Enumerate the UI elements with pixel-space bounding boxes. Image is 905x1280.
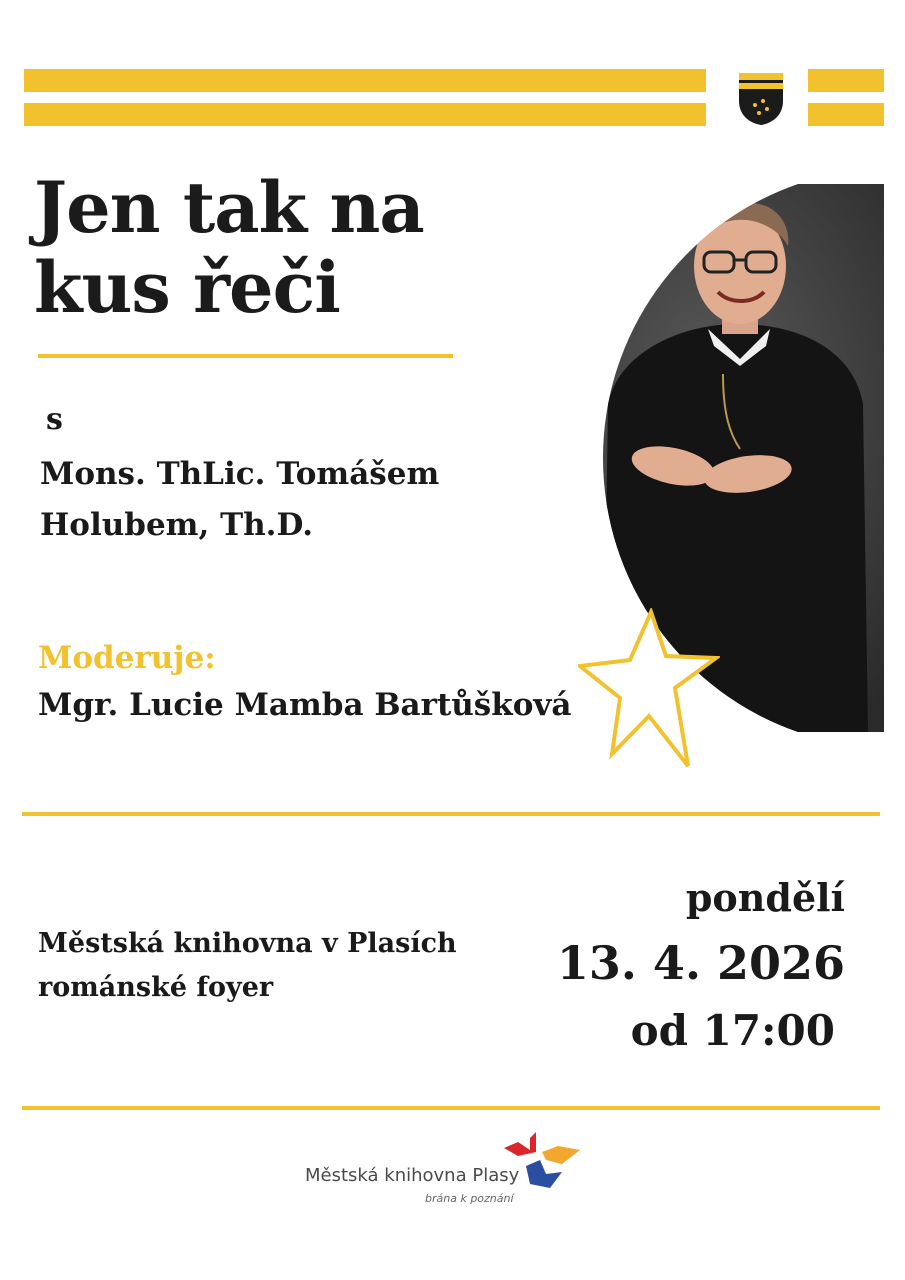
library-tagline: brána k poznání	[425, 1192, 514, 1205]
event-schedule	[557, 872, 845, 1060]
title-underline	[38, 354, 453, 358]
venue-line1: Městská knihovna v Plasích	[38, 928, 457, 959]
event-title-line1: Jen tak na	[34, 166, 424, 249]
event-title	[34, 168, 494, 328]
divider-bottom	[22, 1106, 880, 1110]
guest-prefix: s	[46, 402, 63, 437]
guest-name-line2: Holubem, Th.D.	[40, 507, 314, 543]
library-name: Městská knihovna Plasy	[305, 1165, 520, 1186]
divider-middle	[22, 812, 880, 816]
venue	[38, 922, 457, 1010]
venue-line2: románské foyer	[38, 972, 274, 1003]
moderator-name: Mgr. Lucie Mamba Bartůšková	[38, 687, 572, 723]
top-band-left-upper	[24, 69, 706, 92]
top-band-left-lower	[24, 103, 706, 126]
guest-name-line1: Mons. ThLic. Tomášem	[40, 456, 440, 492]
event-title-line2: kus řeči	[34, 246, 340, 329]
event-time: od 17:00	[630, 1006, 835, 1055]
event-day: pondělí	[685, 875, 845, 920]
moderator-label: Moderuje:	[38, 640, 216, 676]
municipal-crest-icon	[737, 71, 785, 127]
event-date: 13. 4. 2026	[556, 936, 845, 990]
star-outline-icon	[578, 608, 720, 770]
top-band-right-upper	[808, 69, 884, 92]
top-band-right-lower	[808, 103, 884, 126]
guest-name	[40, 449, 439, 551]
